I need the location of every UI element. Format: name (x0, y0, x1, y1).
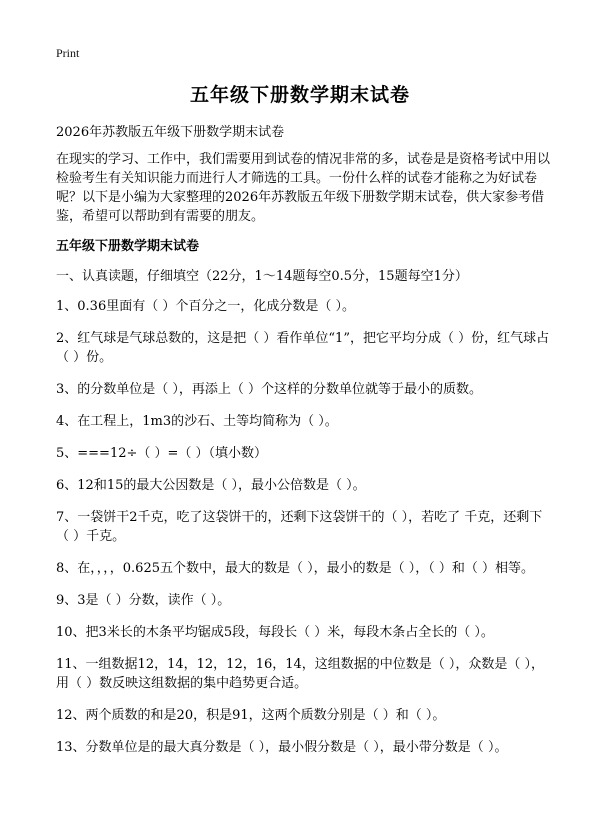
question-item: 7、一袋饼干2千克，吃了这袋饼干的，还剩下这袋饼干的（ ），若吃了 千克，还剩下（ ）千克。 (56, 510, 543, 544)
question-list (56, 297, 550, 770)
question-item: 10、把3米长的木条平均锯成5段，每段长（ ）米，每段木条占全长的（ ）。 (56, 625, 494, 640)
intro-paragraph: 在现实的学习、工作中，我们需要用到试卷的情况非常的多，试卷是是资格考试中用以检验考生有关知识能力而进行人才筛选的工具。一份什么样的试卷才能称之为好试卷呢？以下是小编为大家整理的2026年苏教版五年级下册数学期末试卷，供大家参考借鉴，希望可以帮助到有需要的朋友。 (56, 152, 551, 224)
print-link[interactable]: Print (56, 46, 80, 60)
question-item: 2、红气球是气球总数的，这是把（ ）看作单位“1”，把它平均分成（ ）份，红气球占（ ）份。 (56, 331, 550, 365)
question-item: 6、12和15的最大公因数是（ ），最小公倍数是（ ）。 (56, 478, 366, 493)
question-item: 1、0.36里面有（ ）个百分之一，化成分数是（ ）。 (56, 299, 355, 314)
question-item: 12、两个质数的和是20，积是91，这两个质数分别是（ ）和（ ）。 (56, 708, 446, 723)
section-instructions: 一、认真读题，仔细填空（22分，1～14题每空0.5分，15题每空1分） (56, 269, 468, 284)
question-item: 8、在，，，，0.625五个数中，最大的数是（ ），最小的数是（ ），（ ）和（ ）相等。 (56, 561, 535, 576)
question-item: 3、的分数单位是（ ），再添上（ ）个这样的分数单位就等于最小的质数。 (56, 382, 483, 397)
section-heading: 五年级下册数学期末试卷 (56, 239, 200, 254)
question-item: 11、一组数据12，14，12，12，16，14，这组数据的中位数是（ ），众数是（ ），用（ ）数反映这组数据的集中趋势更合适。 (56, 657, 545, 691)
question-item: 4、在工程上，1m3的沙石、土等均简称为（ ）。 (56, 414, 338, 429)
question-item: 13、分数单位是的最大真分数是（ ），最小假分数是（ ），最小带分数是（ ）。 (56, 740, 508, 755)
question-item: 9、3是（ ）分数，读作（ ）。 (56, 593, 231, 608)
article-subtitle: 2026年苏教版五年级下册数学期末试卷 (56, 125, 285, 140)
page-title: 五年级下册数学期末试卷 (189, 84, 410, 106)
question-item: 5、===12÷（ ）=（ ）（填小数） (56, 446, 268, 461)
